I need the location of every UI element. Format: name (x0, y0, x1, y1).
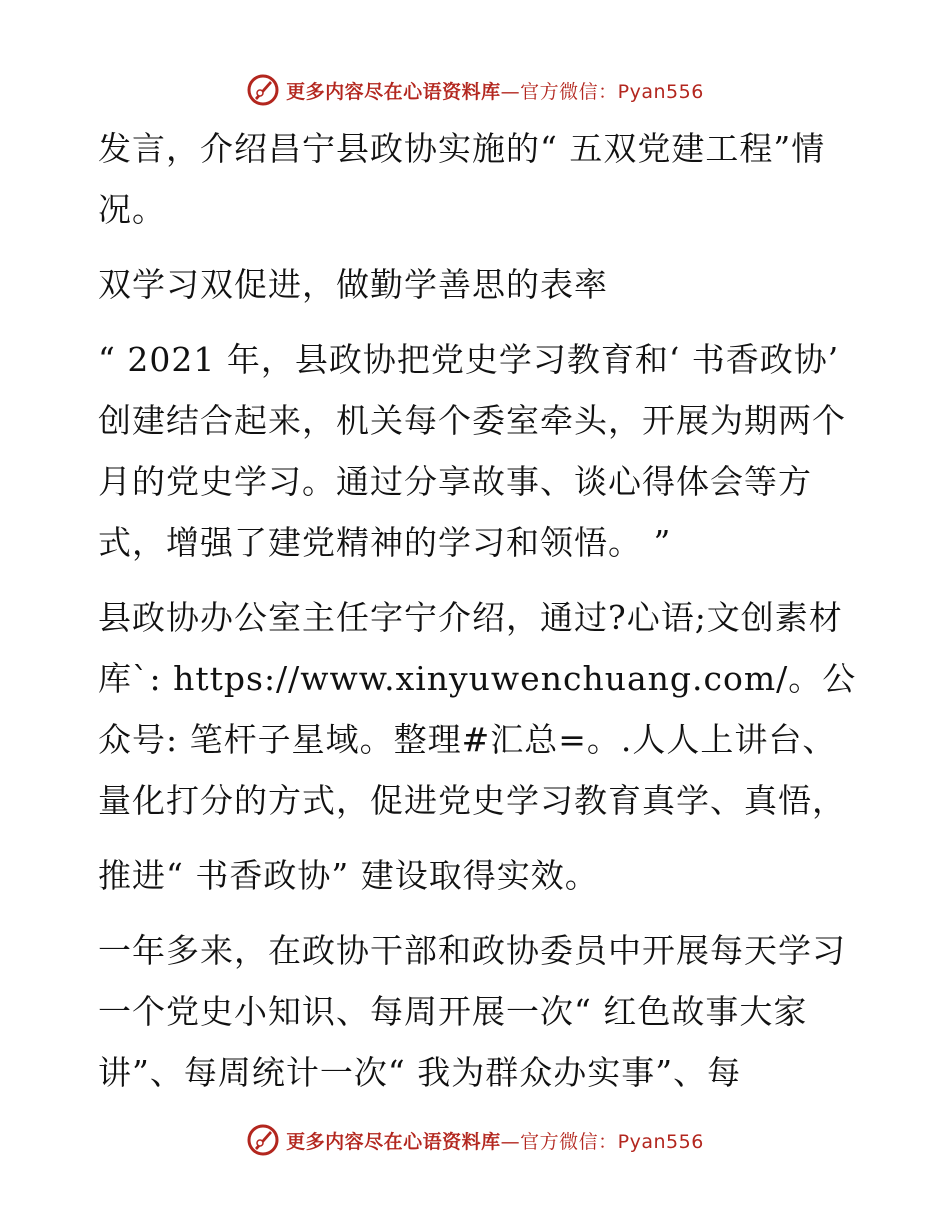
paragraph-6: 一年多来，在政协干部和政协委员中开展每天学习一个党史小知识、每周开展一次“ 红色故事大家讲”、每周统计一次“ 我为群众办实事”、每 (98, 931, 846, 1092)
paragraph-2: 双学习双促进，做勤学善思的表率 (98, 265, 608, 304)
header-wechat-text: —官方微信：Pyan556 (500, 80, 704, 103)
quill-logo-icon (246, 73, 280, 107)
quill-logo-icon (246, 1123, 280, 1157)
header-banner (0, 70, 950, 110)
footer-banner (0, 1120, 950, 1160)
header-brand-text: 更多内容尽在心语资料库 (286, 80, 501, 103)
paragraph-5: 推进“ 书香政协” 建设取得实效。 (98, 856, 599, 895)
footer-wechat-text: —官方微信：Pyan556 (500, 1130, 704, 1153)
paragraph-3: “ 2021 年，县政协把党史学习教育和‘ 书香政协’ 创建结合起来，机关每个委室牵头，开展为期两个月的党史学习。通过分享故事、谈心得体会等方式，增强了建党精神的学习和领悟。 ” (98, 340, 846, 562)
footer-brand-text: 更多内容尽在心语资料库 (286, 1130, 501, 1153)
document-body (98, 118, 858, 1103)
paragraph-4: 县政协办公室主任字宁介绍，通过?心语;文创素材库`: https://www.xinyuwenchuang.com/。公众号: 笔杆子星域。整理#汇总=。.人人上讲台、量化打分的方式，促进党史学习教育真学、真悟， (98, 598, 857, 820)
paragraph-1: 发言，介绍昌宁县政协实施的“ 五双党建工程”情况。 (98, 129, 826, 229)
